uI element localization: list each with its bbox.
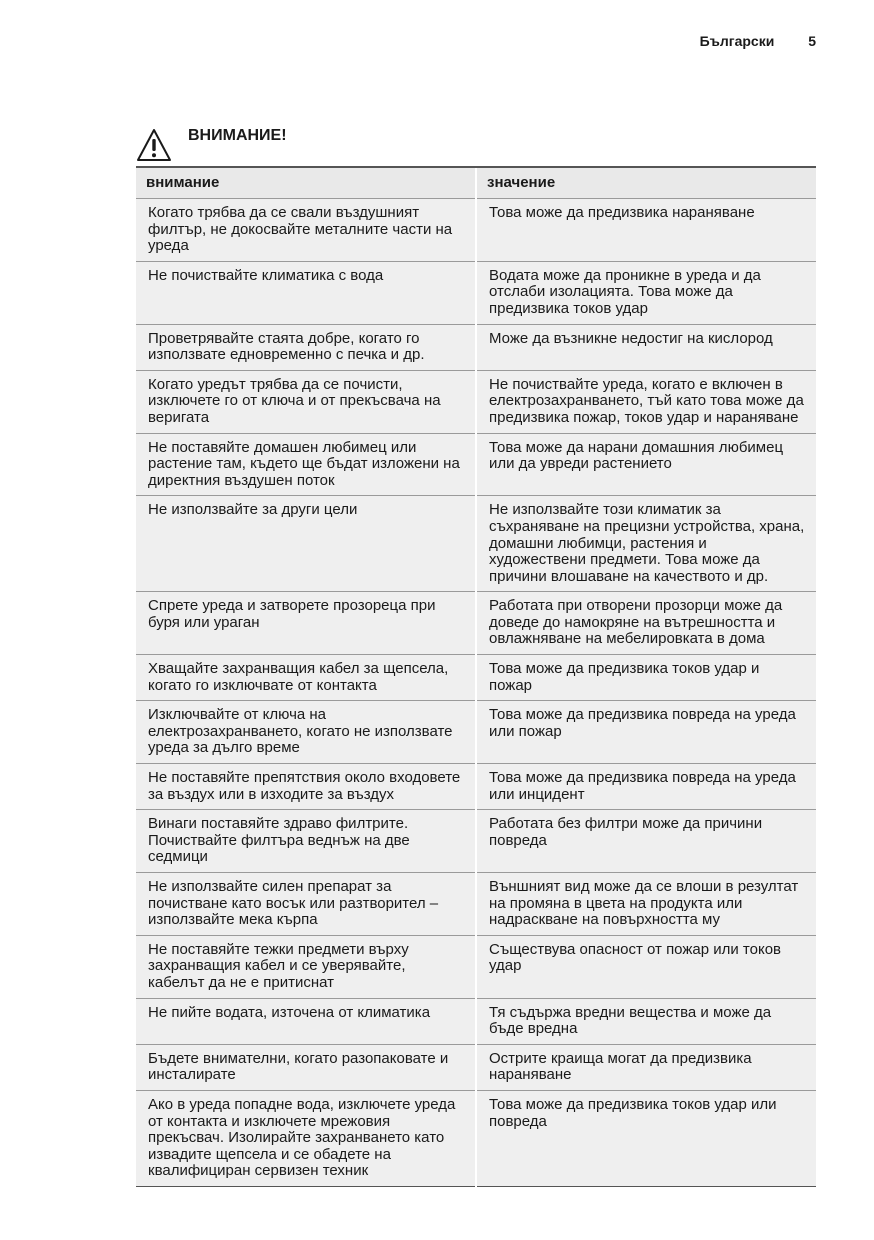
meaning-cell: Това може да предизвика токов удар и пожар [476,655,816,701]
table-row [136,1090,816,1186]
warning-cell: Ако в уреда попадне вода, изключете уреда от контакта и изключете мрежовия прекъсвач. Изолирайте захранването като извадите щепсела и се обадете на квалифициран сервизен техник [136,1090,476,1186]
meaning-cell: Работата при отворени прозорци може да доведе до намокряне на вътрешността и овлажняване на мебелировката в дома [476,592,816,655]
meaning-cell: Работата без филтри може да причини повреда [476,810,816,873]
table-row [136,655,816,701]
warning-table [136,166,816,1187]
meaning-cell: Водата може да проникне в уреда и да отслаби изолацията. Това може да предизвика токов удар [476,261,816,324]
table-row [136,810,816,873]
meaning-cell: Съществува опасност от пожар или токов удар [476,935,816,998]
language-label: Български [699,33,775,49]
column-header-meaning: значение [476,167,816,199]
table-row [136,701,816,764]
meaning-cell: Външният вид може да се влоши в резултат на промяна в цвета на продукта или надраскване на повърхността му [476,873,816,936]
meaning-cell: Това може да предизвика повреда на уреда или инцидент [476,764,816,810]
table-row [136,935,816,998]
warning-cell: Спрете уреда и затворете прозореца при буря или ураган [136,592,476,655]
page-header [700,33,816,49]
warning-cell: Хващайте захранващия кабел за щепсела, когато го изключвате от контакта [136,655,476,701]
warning-title: ВНИМАНИЕ! [188,127,287,144]
warning-cell: Не почиствайте климатика с вода [136,261,476,324]
warning-cell: Не използвайте за други цели [136,496,476,592]
table-row [136,1044,816,1090]
warning-cell: Проветрявайте стаята добре, когато го използвате едновременно с печка и др. [136,324,476,370]
warning-cell: Не използвайте силен препарат за почистване като восък или разтворител – използвайте мека кърпа [136,873,476,936]
table-row [136,764,816,810]
meaning-cell: Не почиствайте уреда, когато е включен в електрозахранването, тъй като това може да предизвика пожар, токов удар и нараняване [476,370,816,433]
table-row [136,433,816,496]
page-number: 5 [808,33,816,49]
meaning-cell: Острите краища могат да предизвика нараняване [476,1044,816,1090]
warning-cell: Когато уредът трябва да се почисти, изключете го от ключа и от прекъсвача на веригата [136,370,476,433]
table-row [136,873,816,936]
warning-cell: Не поставяйте тежки предмети върху захранващия кабел и се уверявайте, кабелът да не е притиснат [136,935,476,998]
table-row [136,324,816,370]
meaning-cell: Това може да нарани домашния любимец или да увреди растението [476,433,816,496]
table-row [136,261,816,324]
meaning-cell: Може да възникне недостиг на кислород [476,324,816,370]
meaning-cell: Не използвайте този климатик за съхраняване на прецизни устройства, храна, домашни любимци, растения и художествени предмети. Това може да причини влошаване на качеството и др. [476,496,816,592]
warning-cell: Бъдете внимателни, когато разопаковате и инсталирате [136,1044,476,1090]
warning-heading [136,126,816,166]
meaning-cell: Това може да предизвика токов удар или повреда [476,1090,816,1186]
warning-cell: Не пийте водата, източена от климатика [136,998,476,1044]
table-header-row [136,167,816,199]
meaning-cell: Тя съдържа вредни вещества и може да бъде вредна [476,998,816,1044]
warning-cell: Винаги поставяйте здраво филтрите. Почиствайте филтъра веднъж на две седмици [136,810,476,873]
meaning-cell: Това може да предизвика нараняване [476,199,816,262]
table-row [136,592,816,655]
warning-cell: Когато трябва да се свали въздушният филтър, не докосвайте металните части на уреда [136,199,476,262]
warning-cell: Не поставяйте препятствия около входовете за въздух или в изходите за въздух [136,764,476,810]
column-header-warning: внимание [136,167,476,199]
warning-cell: Не поставяйте домашен любимец или растение там, където ще бъдат изложени на директния въздушен поток [136,433,476,496]
table-row [136,496,816,592]
warning-cell: Изключвайте от ключа на електрозахранването, когато не използвате уреда за дълго време [136,701,476,764]
table-row [136,370,816,433]
table-row [136,998,816,1044]
table-row [136,199,816,262]
meaning-cell: Това може да предизвика повреда на уреда или пожар [476,701,816,764]
warning-triangle-icon [136,128,172,162]
